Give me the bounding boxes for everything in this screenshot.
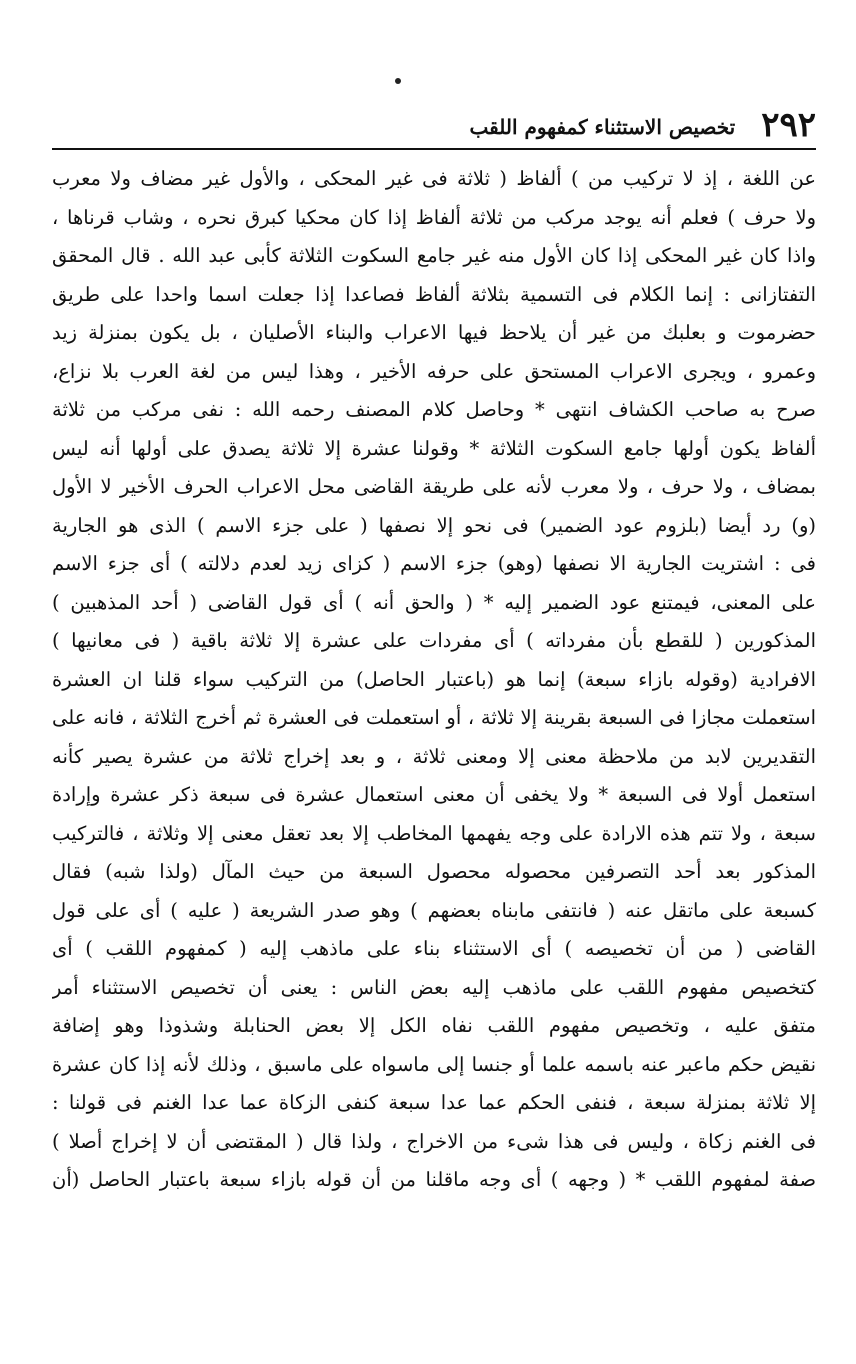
text-line: التفتازانى : إنما الكلام فى التسمية بثلاثة ألفاظ فصاعدا إذا جعلت اسما واحدا على طريق: [52, 282, 816, 306]
text-line: المذكور بعد أحد التصرفين محصوله محصول السبعة من حيث المآل (ولذا شبه) فقال: [52, 860, 816, 883]
text-line: فى : اشتريت الجارية الا نصفها (وهو) جزء الاسم ( كزاى زيد لعدم دلالته ) أى جزء الاسم: [52, 552, 816, 575]
text-line: واذا كان غير المحكى إذا كان الأول منه غير جامع السكوت الثلاثة كأبى عبد الله . قال المحقق: [52, 244, 816, 267]
header-rule: [52, 148, 816, 150]
text-line: صرح به صاحب الكشاف انتهى * وحاصل كلام المصنف رحمه الله : نفى مركب من ثلاثة: [52, 398, 816, 421]
text-line: (و) رد أيضا (بلزوم عود الضمير) فى نحو إلا نصفها ( على جزء الاسم ) الذى هو الجارية: [52, 513, 816, 537]
text-line: متفق عليه ، وتخصيص مفهوم اللقب نفاه الكل إلا بعض الحنابلة وشذوذا وهو إضافة: [52, 1014, 816, 1037]
text-line: كتخصيص مفهوم اللقب على ماذهب إليه بعض الناس : يعنى أن تخصيص الاستثناء أمر: [52, 975, 816, 999]
body-text: [52, 160, 816, 1200]
text-line: حضرموت و بعلبك من غير أن يلاحظ فيها الاعراب والبناء الأصليان ، بل يكون بمنزلة زيد: [52, 321, 816, 344]
text-line: وعمرو ، ويجرى الاعراب المستحق على حرفه الأخير ، وهذا ليس من لغة العرب بلا نزاع،: [52, 359, 816, 383]
text-line: ولا حرف ) فعلم أنه يوجد مركب من ثلاثة ألفاظ إذا كان محكيا كبرق نحره ، وشاب قرناها ،: [52, 205, 816, 229]
text-line: استعملت مجازا فى السبعة بقرينة إلا ثلاثة ، أو استعملت فى العشرة ثم أخرج الثلاثة ، فانه على: [52, 706, 816, 729]
text-line: سبعة ، ولا تتم هذه الارادة على وجه يفهمها المخاطب إلا بعد تعقل معنى إلا وثلاثة ، فالتركيب: [52, 821, 816, 845]
text-line: الافرادية (وقوله بازاء سبعة) إنما هو (باعتبار الحاصل) من التركيب سواء قلنا ان العشرة: [52, 667, 816, 691]
text-line: ألفاظ يكون أولها جامع السكوت الثلاثة * وقولنا عشرة إلا ثلاثة يصدق على أولها أنه ليس: [52, 436, 816, 460]
text-line: بمضاف ، ولا حرف ، ولا معرب لأنه على طريقة القاضى محل الاعراب الحرف الأخير لا الأول: [52, 475, 816, 498]
text-line: المذكورين ( للقطع بأن مفرداته ) أى مفردات على عشرة إلا ثلاثة باقية ( فى معانيها ): [52, 629, 816, 652]
text-line: عن اللغة ، إذ لا تركيب من ) ألفاظ ( ثلاثة فى غير المحكى ، والأول غير مضاف ولا معرب: [52, 167, 816, 190]
text-line: إلا ثلاثة بمنزلة سبعة ، فنفى الحكم عما عدا سبعة كنفى الزكاة عما عدا الغنم فى قولنا :: [52, 1091, 816, 1114]
text-line: فى الغنم زكاة ، وليس فى هذا شىء من الاخراج ، ولذا قال ( المقتضى أن لا إخراج أصلا ): [52, 1129, 816, 1153]
text-line: كسبعة على ماتقل عنه ( فانتفى مابناه بعضهم ) وهو صدر الشريعة ( عليه ) أى على قول: [52, 898, 816, 922]
ink-dot: [395, 78, 401, 84]
running-title: تخصيص الاستثناء كمفهوم اللقب: [469, 115, 736, 139]
text-line: التقديرين لابد من ملاحظة معنى إلا ومعنى ثلاثة ، و بعد إخراج ثلاثة من عشرة يصير كأنه: [52, 744, 816, 768]
text-line: نقيض حكم ماعبر عنه باسمه علما أو جنسا إلى ماسواه على ماسبق ، وذلك لأنه إذا كان عشرة: [52, 1052, 816, 1076]
text-line: استعمل أولا فى السبعة * ولا يخفى أن معنى استعمال عشرة فى سبعة ذكر عشرة وإرادة: [52, 783, 816, 806]
text-line: القاضى ( من أن تخصيصه ) أى الاستثناء بناء على ماذهب إليه ( كمفهوم اللقب ) أى: [52, 937, 816, 960]
text-line: على المعنى، فيمتنع عود الضمير إليه * ( والحق أنه ) أى قول القاضى ( أحد المذهبين ): [52, 590, 816, 614]
page-number: ٢٩٢: [761, 105, 816, 145]
page-header: [52, 105, 816, 145]
text-line: صفة لمفهوم اللقب * ( وجهه ) أى وجه ماقلنا من أن قوله بازاء سبعة باعتبار الحاصل (أن: [52, 1168, 816, 1191]
